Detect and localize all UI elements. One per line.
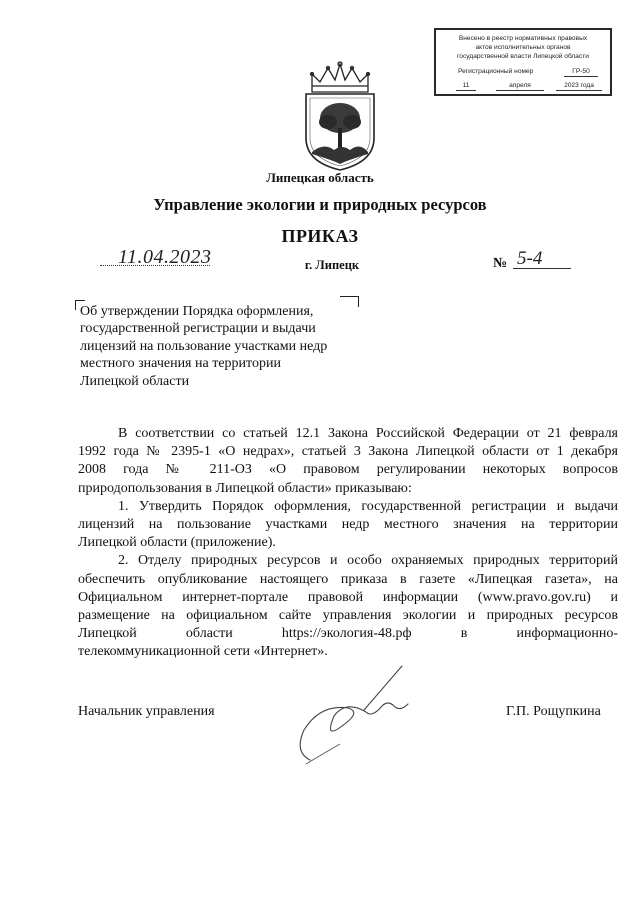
- department-name: Управление экологии и природных ресурсов: [153, 195, 487, 214]
- stamp-line-2: актов исполнительных органов: [475, 44, 571, 51]
- subject-line: Об утверждении Порядка оформления,: [80, 304, 314, 319]
- stamp-line-1: Внесено в реестр нормативных правовых: [458, 35, 588, 42]
- body-line: В соответствии со статьей 12.1 Закона Российской Федерации от 21 февраля: [118, 426, 618, 441]
- subject-line: Липецкой области: [80, 373, 190, 389]
- subject-line: государственной регистрации и выдачи: [80, 321, 316, 337]
- body-line: 1. Утвердить Порядок оформления, государственной регистрации и выдачи: [118, 498, 618, 514]
- document-type: ПРИКАЗ: [281, 226, 359, 246]
- body-line: Официальном интернет-портале правовой информации (www.pravo.gov.ru) и: [78, 589, 618, 605]
- body-line: 2. Отделу природных ресурсов и особо охраняемых природных территорий: [118, 553, 618, 569]
- handwritten-signature-icon: [290, 660, 420, 770]
- stamp-line-3: государственной власти Липецкой области: [457, 53, 589, 60]
- body-line: телекоммуникационной сети «Интернет».: [78, 644, 328, 660]
- document-body: [78, 425, 618, 662]
- body-line: размещение на официальном сайте управления экологии и природных ресурсов: [78, 608, 618, 624]
- signatory-name: Г.П. Рощупкина: [506, 704, 601, 719]
- body-line: Липецкой области (приложение).: [78, 535, 276, 551]
- handwritten-number: 5-4: [517, 248, 543, 269]
- stamp-day: 11: [456, 81, 476, 91]
- city-label: г. Липецк: [304, 258, 360, 272]
- stamp-year: 2023 года: [556, 81, 602, 91]
- body-line: Липецкой области https://экология-48.рф в информационно-: [78, 626, 618, 642]
- body-line: лицензий на пользование участками недр местного значения на территории: [78, 517, 618, 533]
- number-underline: [513, 268, 571, 269]
- date-underline: [100, 265, 210, 266]
- body-line: обеспечить опубликование настоящего приказа в газете «Липецкая газета», на: [78, 571, 618, 587]
- subject-line: лицензий на пользование участками недр: [80, 338, 328, 354]
- body-line: 2008 года № 211-ОЗ «О правовом регулировании некоторых вопросов: [78, 462, 618, 478]
- coat-of-arms-icon: [298, 60, 382, 172]
- body-line: 1992 года № 2395-1 «О недрах», статьей 3 Закона Липецкой области от 1 декабря: [78, 444, 618, 460]
- stamp-reg-label: Регистрационный номер: [458, 68, 534, 75]
- handwritten-date: 11.04.2023: [118, 246, 212, 268]
- stamp-month: апреля: [496, 81, 544, 91]
- stamp-reg-number: ГР-50: [564, 67, 598, 77]
- subject-line: местного значения на территории: [80, 356, 281, 372]
- number-sign: №: [493, 256, 508, 271]
- subject-block: [80, 303, 370, 390]
- registry-stamp: [434, 28, 612, 96]
- body-line: природопользования в Липецкой области» приказываю:: [78, 480, 412, 496]
- region-name: Липецкая область: [266, 170, 374, 185]
- signatory-title: Начальник управления: [78, 704, 215, 719]
